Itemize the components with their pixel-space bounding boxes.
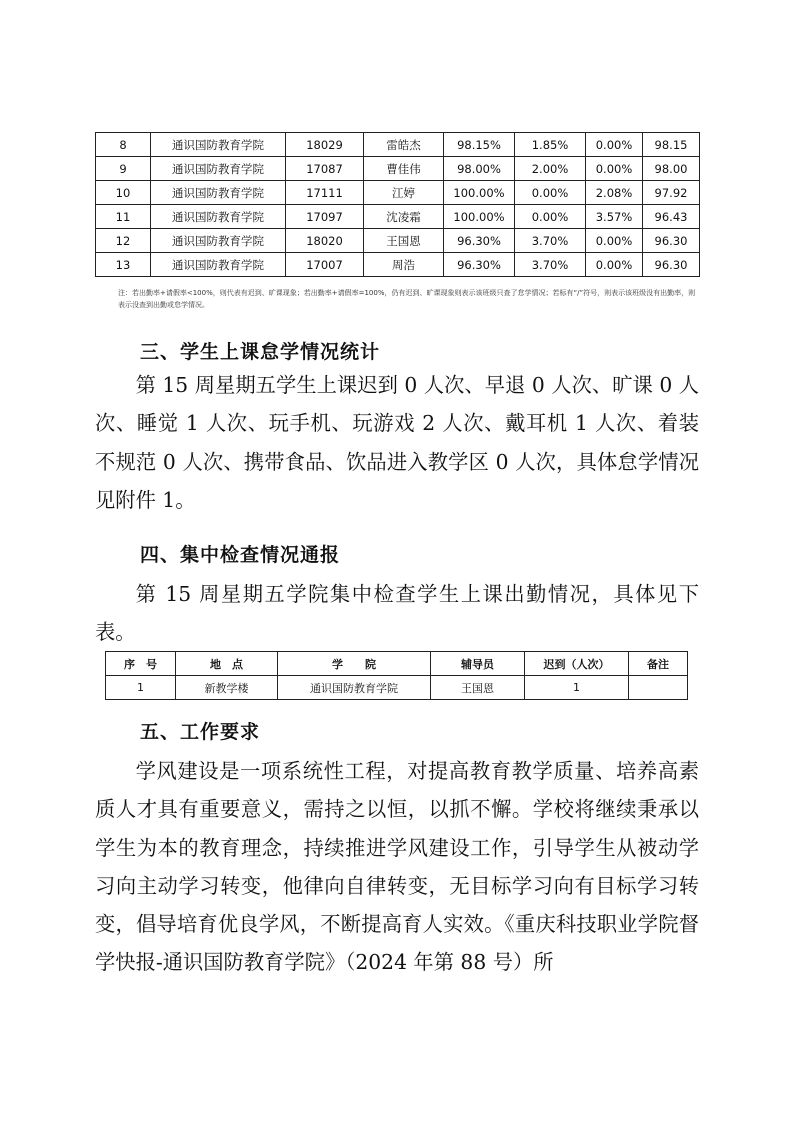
table-cell: 98.15% [444,133,515,157]
section5-heading: 五、工作要求 [140,721,261,743]
table-header-row [106,652,688,676]
table-cell: 100.00% [444,205,515,229]
table-cell: 8 [96,133,151,157]
table-cell: 96.30% [444,229,515,253]
table-cell: 新教学楼 [176,676,278,700]
table-cell: 0.00% [586,229,643,253]
column-header: 序 号 [106,652,176,676]
column-header: 辅导员 [431,652,525,676]
table-row [96,181,700,205]
inspection-table [105,651,688,700]
table-cell: 97.92 [643,181,700,205]
table-cell: 96.30 [643,229,700,253]
table-row [96,253,700,277]
table-cell: 96.30 [643,253,700,277]
table-cell: 17087 [286,157,364,181]
table-cell: 10 [96,181,151,205]
table-cell: 98.15 [643,133,700,157]
section4-body: 第 15 周星期五学院集中检查学生上课出勤情况，具体见下表。 [95,582,699,645]
table-cell: 0.00% [586,157,643,181]
section5-body: 学风建设是一项系统性工程，对提高教育教学质量、培养高素质人才具有重要意义，需持之以恒，以抓不懈。学校将继续秉承以学生为本的教育理念，持续推进学风建设工作，引导学生从被动学习向主动学习转变，他律向自律转变，无目标学习向有目标学习转变，倡导培育优良学风，不断提高育人实效。《重庆科技职业学院督学快报-通识国防教育学院》（2024 年第 88 号）所 [95,759,699,975]
table-cell: 2.00% [515,157,586,181]
table-cell: 98.00 [643,157,700,181]
table-cell: 1 [525,676,629,700]
table-cell: 17097 [286,205,364,229]
table-cell: 17007 [286,253,364,277]
table-row [96,205,700,229]
table-row [96,157,700,181]
table-cell: 0.00% [515,181,586,205]
table-cell: 1 [106,676,176,700]
table-cell: 1.85% [515,133,586,157]
section4-heading: 四、集中检查情况通报 [140,544,341,566]
table-cell: 96.43 [643,205,700,229]
section3-heading: 三、学生上课怠学情况统计 [140,341,381,363]
table-cell: 通识国防教育学院 [151,253,286,277]
table-cell [629,676,688,700]
attendance-table [95,132,700,277]
table-cell: 通识国防教育学院 [151,157,286,181]
table-row [96,133,700,157]
column-header: 学 院 [278,652,431,676]
table-cell: 周浩 [364,253,444,277]
table-cell: 11 [96,205,151,229]
table-cell: 18029 [286,133,364,157]
section3-body: 第 15 周星期五学生上课迟到 0 人次、早退 0 人次、旷课 0 人次、睡觉 1 人次、玩手机、玩游戏 2 人次、戴耳机 1 人次、着装不规范 0 人次、携带食品、饮品进入教学区 0 人次，具体怠学情况见附件 1。 [95,373,699,512]
column-header: 迟到（人次） [525,652,629,676]
table-cell: 0.00% [586,253,643,277]
column-header: 地 点 [176,652,278,676]
table-note: 注：若出勤率+请假率<100%，则代表有迟到、旷课现象；若出勤率+请假率=100%，仍有迟到、旷课现象则表示该班级只查了怠学情况；若标有“/”符号，则表示该班级没有出勤率，则表示没查到出勤或怠学情况。 [118,289,696,309]
table-cell: 3.57% [586,205,643,229]
table-cell: 王国恩 [431,676,525,700]
table-cell: 2.08% [586,181,643,205]
table-cell: 通识国防教育学院 [278,676,431,700]
table-cell: 0.00% [586,133,643,157]
table-cell: 通识国防教育学院 [151,205,286,229]
table-cell: 17111 [286,181,364,205]
table-cell: 0.00% [515,205,586,229]
table-cell: 12 [96,229,151,253]
table-cell: 通识国防教育学院 [151,133,286,157]
table-cell: 通识国防教育学院 [151,181,286,205]
table-cell: 3.70% [515,229,586,253]
table-cell: 通识国防教育学院 [151,229,286,253]
table-cell: 18020 [286,229,364,253]
table-cell: 13 [96,253,151,277]
table-cell: 雷皓杰 [364,133,444,157]
table-cell: 98.00% [444,157,515,181]
table-cell: 96.30% [444,253,515,277]
table-row [96,229,700,253]
table-cell: 沈凌霜 [364,205,444,229]
table-cell: 9 [96,157,151,181]
table-cell: 3.70% [515,253,586,277]
table-row [106,676,688,700]
table-cell: 100.00% [444,181,515,205]
table-cell: 曹佳伟 [364,157,444,181]
column-header: 备注 [629,652,688,676]
table-cell: 江婷 [364,181,444,205]
table-cell: 王国恩 [364,229,444,253]
